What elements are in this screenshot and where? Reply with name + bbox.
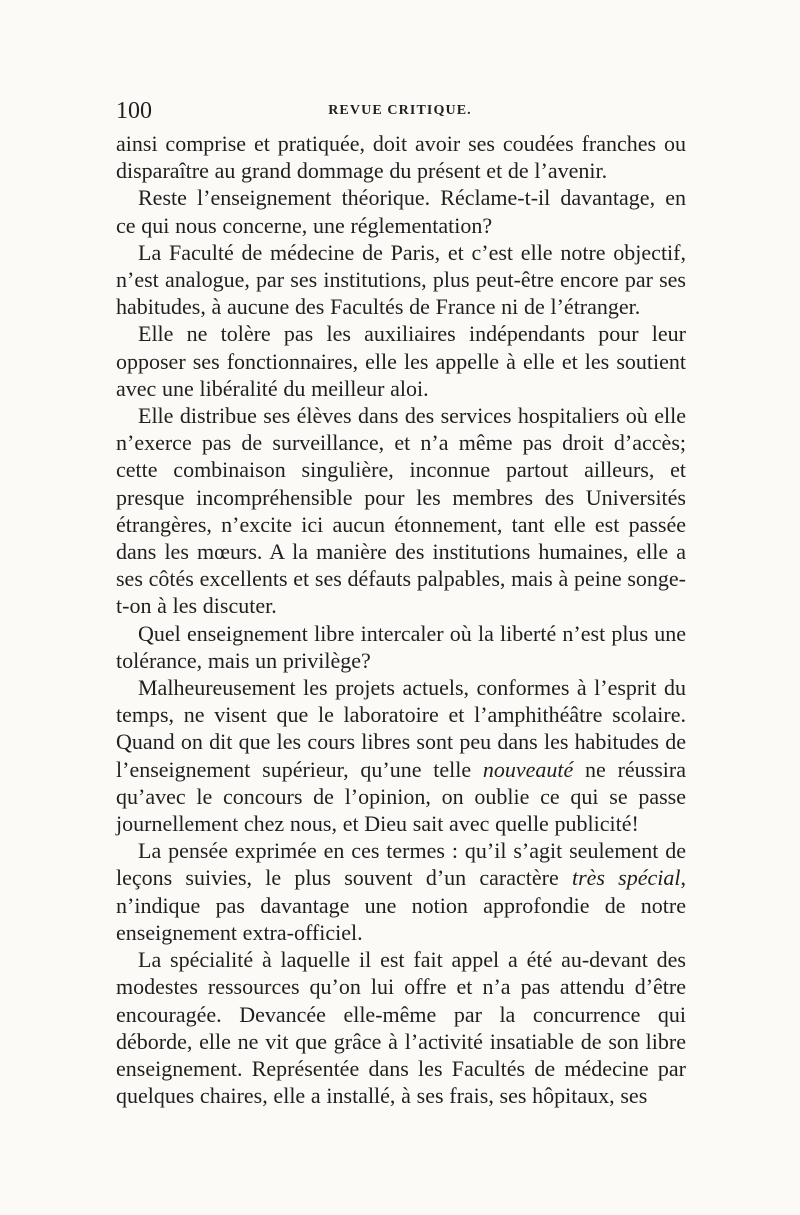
paragraph-1: ainsi comprise et pratiquée, doit avoir ses coudées franches ou disparaître au grand dommage du présent et de l’avenir.: [116, 131, 686, 184]
paragraph-3: La Faculté de médecine de Paris, et c’est elle notre objectif, n’est analogue, par ses institutions, plus peut-être encore par ses habitudes, à aucune des Facultés de France ni de l’étranger.: [116, 239, 686, 320]
paragraph-4: Elle ne tolère pas les auxiliaires indépendants pour leur opposer ses fonctionnaires, elle les appelle à elle et les soutient avec une libéralité du meilleur aloi.: [116, 321, 686, 401]
paragraph-8-part-2: , n’indique pas davantage une notion approfondie de notre enseignement extra-officiel.: [116, 865, 686, 945]
paragraph-8: [116, 837, 686, 946]
paragraph-7-part-1: Malheureusement les projets actuels, conformes à l’esprit du temps, ne visent que le laboratoire et l’amphithéâtre scolaire. Quand on dit que les cours libres sont peu dans les habitudes de l’enseignement supérieur, qu’une telle: [116, 675, 686, 782]
body-text: [116, 130, 686, 1109]
paragraph-8-italic: très spécial: [571, 865, 681, 891]
page-number: 100: [116, 98, 152, 124]
paragraph-7-part-2: ne réussira qu’avec le concours de l’opinion, on oublie ce qui se passe journellement chez nous, et Dieu sait avec quelle publicité!: [116, 756, 686, 837]
paragraph-5: Elle distribue ses élèves dans des services hospitaliers où elle n’exerce pas de surveillance, et n’a même pas droit d’accès; cette combinaison singulière, inconnue partout ailleurs, et presque incompréhensible pour les membres des Universités étrangères, n’excite ici aucun étonnement, tant elle est passée dans les mœurs. A la manière des institutions humaines, elle a ses côtés excellents et ses défauts palpables, mais à peine songe-t-on à les discuter.: [116, 403, 686, 619]
running-title: REVUE CRITIQUE.: [328, 103, 472, 118]
paragraph-2: Reste l’enseignement théorique. Réclame-t-il davantage, en ce qui nous concerne, une réglementation?: [116, 185, 686, 238]
paragraph-8-part-1: La pensée exprimée en ces termes : qu’il s’agit seulement de leçons suivies, le plus souvent d’un caractère: [116, 838, 686, 891]
page-header: [116, 96, 684, 126]
paragraph-7-italic: nouveauté: [482, 756, 574, 782]
paragraph-9: La spécialité à laquelle il est fait appel a été au-devant des modestes ressources qu’on lui offre et n’a pas attendu d’être encouragée. Devancée elle-même par la concurrence qui déborde, elle ne vit que grâce à l’activité insatiable de son libre enseignement. Représentée dans les Facultés de médecine par quelques chaires, elle a installé, à ses frais, ses hôpitaux, ses: [116, 947, 686, 1109]
paragraph-6: Quel enseignement libre intercaler où la liberté n’est plus une tolérance, mais un privilège?: [116, 620, 686, 673]
paragraph-7: [116, 674, 686, 837]
